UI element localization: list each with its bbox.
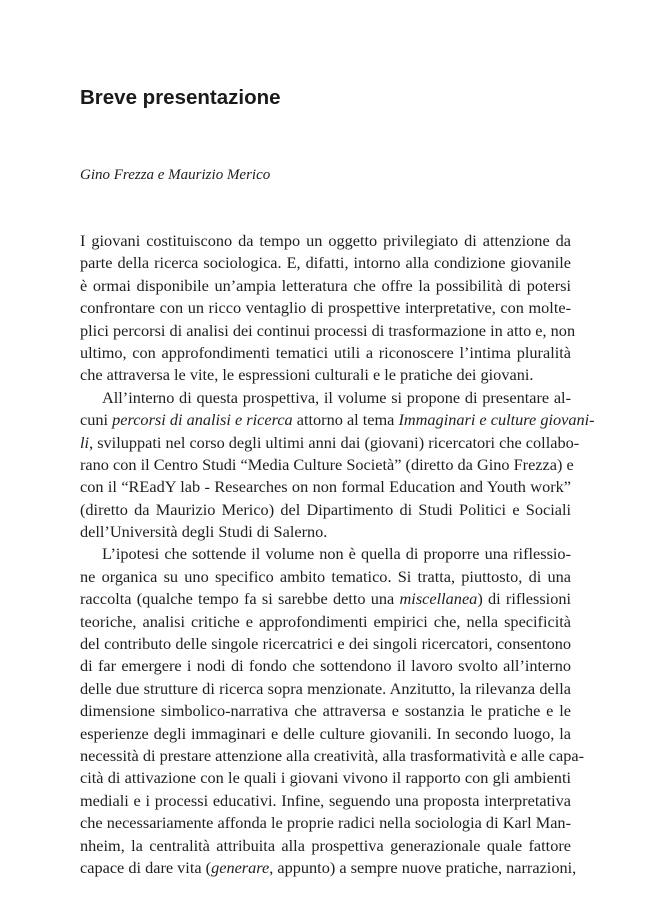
text-span: necessità di prestare attenzione alla creatività, alla trasformatività e alle capa- [80, 745, 584, 765]
text-line [80, 812, 571, 834]
text-span: rano con il Centro Studi “Media Culture Società” (diretto da Gino Frezza) e [80, 454, 574, 474]
text-span: esperienze degli immaginari e delle culture giovanili. In secondo luogo, la [80, 723, 571, 743]
text-span: parte della ricerca sociologica. E, difatti, intorno alla condizione giovanile [80, 253, 571, 273]
text-line [80, 700, 571, 722]
text-line [80, 655, 571, 677]
text-span: (diretto da Maurizio Merico) del Dipartimento di Studi Politici e Sociali [80, 499, 571, 519]
text-span: del contributo delle singole ricercatrici e dei singoli ricercatori, consentono [80, 634, 571, 654]
text-line [80, 857, 577, 879]
text-line [80, 633, 571, 655]
text-line [80, 611, 571, 633]
text-line [80, 387, 571, 409]
text-span: confrontare con un ricco ventaglio di prospettive interpretative, con molte- [80, 298, 571, 318]
text-line [80, 499, 571, 521]
text-span: L’ipotesi che sottende il volume non è quella di proporre una riflessio- [102, 544, 571, 564]
text-span: delle due strutture di ricerca sopra menzionate. Anzitutto, la rilevanza della [80, 678, 571, 698]
text-line [80, 432, 580, 454]
text-line [80, 745, 584, 767]
text-span: ne organica su uno specifico ambito tematico. Si tratta, piuttosto, di una [80, 566, 571, 586]
text-line [80, 835, 571, 857]
text-line [80, 320, 576, 342]
italic-text: generare [211, 857, 270, 877]
text-line [80, 364, 571, 386]
text-span: dimensione simbolico-narrativa che attraversa e sostanzia le pratiche e le [80, 701, 571, 721]
text-span: nheim, la centralità attribuita alla prospettiva generazionale quale fattore [80, 835, 571, 855]
text-line [80, 767, 571, 789]
text-line [80, 275, 571, 297]
text-span: che necessariamente affonda le proprie radici nella sociologia di Karl Man- [80, 813, 571, 833]
text-span: , sviluppati nel corso degli ultimi anni dai (giovani) ricercatori che collabo- [89, 432, 580, 452]
text-span: è ormai disponibile un’ampia letteratura che offre la possibilità di potersi [80, 275, 571, 295]
text-line [80, 230, 571, 252]
text-line [80, 723, 571, 745]
text-line [80, 521, 571, 543]
text-span: dell’Università degli Studi di Salerno. [80, 522, 328, 542]
text-line [80, 409, 595, 431]
text-line [80, 566, 571, 588]
text-line [80, 476, 571, 498]
text-span: cuni [80, 410, 113, 430]
section-title: Breve presentazione [80, 86, 281, 109]
text-line [80, 588, 571, 610]
text-line [80, 543, 571, 565]
text-span: All’interno di questa prospettiva, il volume si propone di presentare al- [102, 387, 571, 407]
text-span: plici percorsi di analisi dei continui processi di trasformazione in atto e, non [80, 320, 576, 340]
text-span: mediali e i processi educativi. Infine, seguendo una proposta interpretativa [80, 790, 571, 810]
text-span: di far emergere i nodi di fondo che sottendono il lavoro svolto all’interno [80, 656, 571, 676]
text-span: ) di riflessioni [477, 589, 572, 609]
text-span: teoriche, analisi critiche e approfondimenti empirici che, nella specificità [80, 611, 571, 631]
text-line [80, 297, 571, 319]
text-span: capace di dare vita ( [80, 857, 212, 877]
text-span: I giovani costituiscono da tempo un oggetto privilegiato di attenzione da [80, 231, 571, 250]
text-span: , appunto) a sempre nuove pratiche, narrazioni, [269, 857, 577, 877]
italic-text: percorsi di analisi e ricerca [112, 410, 293, 430]
text-line [80, 790, 571, 812]
authors-line: Gino Frezza e Maurizio Merico [80, 167, 271, 183]
text-line [80, 678, 571, 700]
italic-text: miscellanea [399, 589, 478, 609]
text-line [80, 252, 571, 274]
text-span: ultimo, con approfondimenti tematici utili a riconoscere l’intima pluralità [80, 342, 571, 362]
italic-text: Immaginari e culture giovani- [398, 410, 595, 430]
text-span: raccolta (qualche tempo fa si sarebbe detto una [80, 589, 400, 609]
text-span: con il “REadY lab - Researches on non formal Education and Youth work” [80, 477, 571, 497]
text-line [80, 342, 571, 364]
text-span: cità di attivazione con le quali i giovani vivono il rapporto con gli ambienti [80, 768, 571, 788]
text-span: che attraversa le vite, le espressioni culturali e le pratiche dei giovani. [80, 365, 534, 385]
text-line [80, 454, 574, 476]
text-span: attorno al tema [292, 410, 399, 430]
body-text [80, 230, 595, 879]
italic-text: li [80, 432, 90, 452]
